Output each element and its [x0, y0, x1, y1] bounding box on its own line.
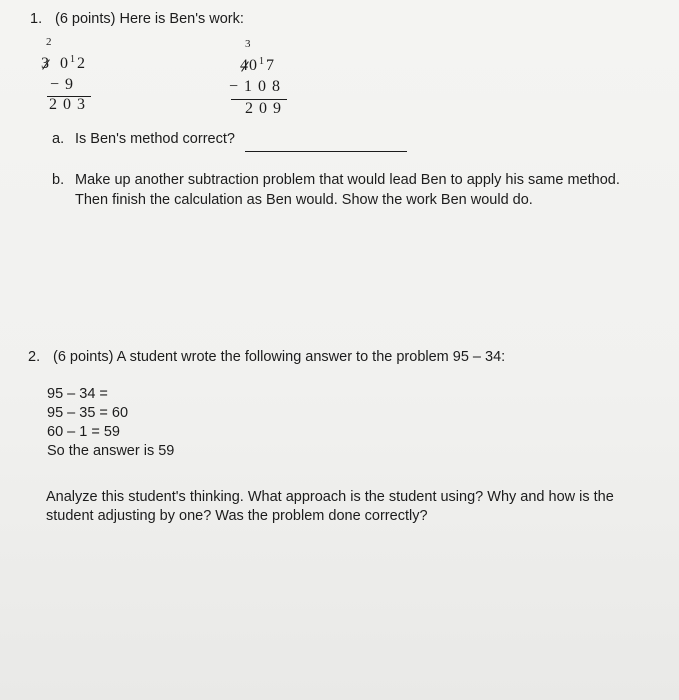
question-1-text: (6 points) Here is Ben's work:	[55, 11, 244, 27]
part-a-label: a.	[52, 131, 65, 147]
student-work-line: 60 – 1 = 59	[47, 424, 120, 440]
subtrahend: − 1 0 8	[229, 78, 282, 95]
question-2-text: (6 points) A student wrote the following answer to the problem 95 – 34:	[53, 349, 506, 365]
analyze-line-1: Analyze this student's thinking. What approach is the student using? Why and how is the	[46, 489, 614, 505]
student-work-line: 95 – 34 =	[47, 386, 108, 402]
part-b-line-1: Make up another subtraction problem that would lead Ben to apply his same method.	[75, 172, 620, 188]
difference: 2 0 9	[245, 100, 282, 117]
part-b-line-2: Then finish the calculation as Ben would. Show the work Ben would do.	[75, 192, 533, 208]
crossed-digit: 3	[41, 55, 50, 72]
question-2-number: 2.	[28, 349, 41, 365]
analyze-line-2: student adjusting by one? Was the problem done correctly?	[46, 508, 428, 524]
part-a-text: Is Ben's method correct?	[75, 131, 235, 147]
student-work-line: 95 – 35 = 60	[47, 405, 129, 421]
crossed-digit: 4	[240, 57, 249, 74]
part-b-label: b.	[52, 172, 65, 188]
subtrahend: − 9	[50, 76, 75, 93]
question-1-number: 1.	[30, 11, 43, 27]
answer-blank[interactable]	[245, 151, 407, 152]
minuend: 3 $0^12$	[41, 54, 86, 72]
difference: 2 0 3	[49, 96, 86, 113]
borrow-digit: 3	[245, 38, 251, 50]
minuend: $40^17$	[240, 56, 275, 74]
borrow-digit: 2	[46, 36, 52, 48]
student-work-line: So the answer is 59	[47, 443, 175, 459]
